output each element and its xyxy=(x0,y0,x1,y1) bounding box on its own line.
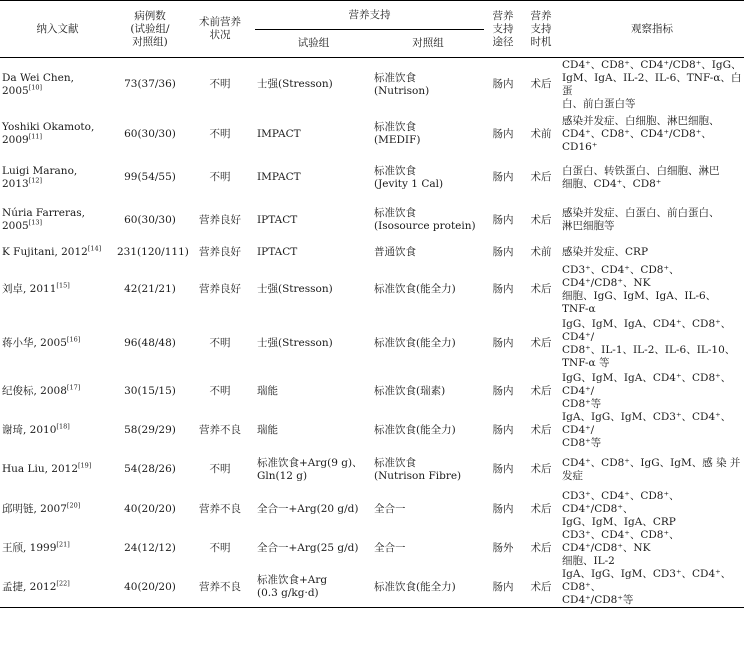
reference-mark: [16] xyxy=(66,335,81,344)
reference-mark: [18] xyxy=(56,422,70,430)
timing-cell: 术后 xyxy=(530,337,552,349)
route-cell: 肠内 xyxy=(492,127,514,140)
table-row xyxy=(0,411,744,450)
table-row xyxy=(0,372,744,411)
control-cell: 标准饮食 (Isosource protein) xyxy=(374,207,476,232)
table-row xyxy=(0,112,744,157)
route-cell: 肠内 xyxy=(492,213,514,226)
status-cell: 不明 xyxy=(209,78,231,91)
timing-cell: 术后 xyxy=(530,213,552,226)
header-timing: 营养 支持 时机 xyxy=(530,9,552,48)
header-status: 术前营养 状况 xyxy=(199,16,241,41)
reference-mark: [19] xyxy=(78,461,92,470)
route-cell: 肠内 xyxy=(492,423,514,436)
indicators-cell: IgA、IgG、IgM、CD3⁺、CD4⁺、CD8⁺、 CD4⁺/CD8⁺等 xyxy=(562,567,732,606)
status-cell: 营养不良 xyxy=(199,423,241,436)
trial-cell: 士强(Stresson) xyxy=(257,337,333,349)
reference-mark: [11] xyxy=(28,132,43,141)
table-row xyxy=(0,58,744,112)
header-cases: 病例数 (试验组/ 对照组) xyxy=(130,9,170,48)
timing-cell: 术前 xyxy=(530,246,552,258)
route-cell: 肠内 xyxy=(492,171,514,183)
status-cell: 不明 xyxy=(209,127,231,140)
timing-cell: 术后 xyxy=(530,580,552,593)
reference-mark: [12] xyxy=(28,176,43,184)
status-cell: 营养良好 xyxy=(199,213,241,226)
reference-mark: [20] xyxy=(66,501,81,509)
author-cell: 王颀, 1999[21] xyxy=(2,540,70,554)
cases-cell: 73(37/36) xyxy=(124,78,176,91)
reference-mark: [10] xyxy=(28,83,43,92)
trial-cell: 全合一+Arg(25 g/d) xyxy=(257,541,359,554)
reference-mark: [17] xyxy=(66,383,81,391)
status-cell: 不明 xyxy=(209,541,231,554)
trial-cell: 标准饮食+Arg (0.3 g/kg·d) xyxy=(257,574,328,599)
table-row xyxy=(0,157,744,199)
trial-cell: 瑞能 xyxy=(257,384,278,397)
status-cell: 不明 xyxy=(209,384,231,397)
cases-cell: 24(12/12) xyxy=(124,541,176,554)
cases-cell: 42(21/21) xyxy=(124,283,176,295)
route-cell: 肠内 xyxy=(492,283,514,295)
control-cell: 标准饮食(能全力) xyxy=(374,337,456,349)
timing-cell: 术后 xyxy=(530,78,552,91)
author-cell: 蒋小华, 2005[16] xyxy=(2,335,81,349)
indicators-cell: 白蛋白、转铁蛋白、白细胞、淋巴 细胞、CD4⁺、CD8⁺ xyxy=(562,164,720,190)
trial-cell: 标准饮食+Arg(9 g)、 Gln(12 g) xyxy=(257,456,363,482)
indicators-cell: CD3⁺、CD4⁺、CD8⁺、CD4⁺/CD8⁺、NK 细胞、IgG、IgM、IgA、IL-6、TNF-α xyxy=(562,263,717,315)
reference-mark: [21] xyxy=(56,540,70,548)
author-cell: Yoshiki Okamoto, 2009[11] xyxy=(2,121,95,146)
table-row xyxy=(0,529,744,568)
cases-cell: 60(30/30) xyxy=(124,127,176,140)
control-cell: 标准饮食(能全力) xyxy=(374,580,456,593)
status-cell: 营养良好 xyxy=(199,283,241,295)
trial-cell: 全合一+Arg(20 g/d) xyxy=(257,502,359,515)
status-cell: 营养良好 xyxy=(199,246,241,258)
header-trial: 试验组 xyxy=(297,37,330,49)
cases-cell: 54(28/26) xyxy=(124,463,176,475)
author-cell: 孟捷, 2012[22] xyxy=(2,579,70,593)
trial-cell: 瑞能 xyxy=(257,423,278,436)
author-cell: Da Wei Chen, 2005[10] xyxy=(2,71,74,97)
status-cell: 不明 xyxy=(209,337,231,349)
route-cell: 肠内 xyxy=(492,246,514,258)
cases-cell: 231(120/111) xyxy=(117,246,189,258)
reference-mark: [15] xyxy=(56,281,70,290)
author-cell: 谢琦, 2010[18] xyxy=(2,422,70,436)
indicators-cell: IgG、IgM、IgA、CD4⁺、CD8⁺、CD4⁺/ CD8⁺等 xyxy=(562,371,732,410)
reference-mark: [13] xyxy=(28,218,43,227)
route-cell: 肠内 xyxy=(492,78,514,91)
timing-cell: 术后 xyxy=(530,384,552,397)
control-cell: 标准饮食 (Jevity 1 Cal) xyxy=(374,164,444,190)
indicators-cell: CD3⁺、CD4⁺、CD8⁺、CD4⁺/CD8⁺、 IgG、IgM、IgA、CRP xyxy=(562,489,680,528)
route-cell: 肠内 xyxy=(492,384,514,397)
cases-cell: 58(29/29) xyxy=(124,423,176,436)
control-cell: 标准饮食(瑞素) xyxy=(374,384,446,397)
table-row xyxy=(0,450,744,490)
cases-cell: 99(54/55) xyxy=(124,171,176,183)
indicators-cell: CD4⁺、CD8⁺、CD4⁺/CD8⁺、IgG、 IgM、IgA、IL-2、IL-6、TNF-α、白蛋 白、前白蛋白等 xyxy=(562,58,742,110)
timing-cell: 术后 xyxy=(530,423,552,436)
table-row xyxy=(0,568,744,608)
route-cell: 肠内 xyxy=(492,502,514,515)
route-cell: 肠外 xyxy=(492,541,514,554)
table-body xyxy=(0,58,744,608)
timing-cell: 术后 xyxy=(530,502,552,515)
table-row xyxy=(0,264,744,316)
trial-cell: IPTACT xyxy=(257,213,298,226)
author-cell: 刘卓, 2011[15] xyxy=(2,281,70,295)
cases-cell: 30(15/15) xyxy=(124,384,176,397)
control-cell: 标准饮食 (Nutrison) xyxy=(374,71,430,97)
trial-cell: IPTACT xyxy=(257,246,298,258)
author-cell: Luigi Marano, 2013[12] xyxy=(2,164,78,190)
control-cell: 普通饮食 xyxy=(374,246,416,258)
table-row xyxy=(0,490,744,529)
cases-cell: 40(20/20) xyxy=(124,580,176,593)
author-cell: 纪俊标, 2008[17] xyxy=(2,383,81,397)
author-cell: Hua Liu, 2012[19] xyxy=(2,461,92,475)
author-cell: 邱明链, 2007[20] xyxy=(2,501,81,515)
header-route: 营养 支持 途径 xyxy=(492,9,514,48)
table-header xyxy=(0,1,744,58)
status-cell: 不明 xyxy=(209,171,231,183)
indicators-cell: 感染并发症、CRP xyxy=(562,246,649,258)
status-cell: 不明 xyxy=(209,463,231,475)
control-cell: 标准饮食 (MEDIF) xyxy=(374,121,421,146)
status-cell: 营养不良 xyxy=(199,580,241,593)
header-indicators: 观察指标 xyxy=(631,22,673,35)
author-cell: K Fujitani, 2012[14] xyxy=(2,244,102,258)
indicators-cell: IgA、IgG、IgM、CD3⁺、CD4⁺、CD4⁺/ CD8⁺等 xyxy=(562,410,732,449)
route-cell: 肠内 xyxy=(492,337,514,349)
reference-mark: [22] xyxy=(56,579,70,587)
header-author: 纳入文献 xyxy=(36,22,79,35)
status-cell: 营养不良 xyxy=(199,502,241,515)
control-cell: 全合一 xyxy=(374,541,406,554)
indicators-cell: CD3⁺、CD4⁺、CD8⁺、CD4⁺/CD8⁺、NK 细胞、IL-2 xyxy=(562,528,680,567)
header-support: 营养支持 xyxy=(255,1,484,30)
trial-cell: IMPACT xyxy=(257,171,301,183)
author-cell: Núria Farreras, 2005[13] xyxy=(2,207,86,232)
timing-cell: 术前 xyxy=(530,127,552,140)
route-cell: 肠内 xyxy=(492,580,514,593)
timing-cell: 术后 xyxy=(530,171,552,183)
table-row xyxy=(0,242,744,264)
control-cell: 标准饮食(能全力) xyxy=(374,423,456,436)
trial-cell: IMPACT xyxy=(257,127,301,140)
timing-cell: 术后 xyxy=(530,541,552,554)
indicators-cell: 感染并发症、白蛋白、前白蛋白、 淋巴细胞等 xyxy=(562,207,720,232)
control-cell: 标准饮食 (Nutrison Fibre) xyxy=(374,456,462,482)
indicators-cell: 感染并发症、白细胞、淋巴细胞、 CD4⁺、CD8⁺、CD4⁺/CD8⁺、CD16⁺ xyxy=(562,114,720,153)
cases-cell: 60(30/30) xyxy=(124,213,176,226)
indicators-cell: IgG、IgM、IgA、CD4⁺、CD8⁺、CD4⁺/ CD8⁺、IL-1、IL-2、IL-6、IL-10、 TNF-α 等 xyxy=(562,317,736,369)
timing-cell: 术后 xyxy=(530,283,552,295)
header-control: 对照组 xyxy=(412,37,444,49)
timing-cell: 术后 xyxy=(530,463,552,475)
control-cell: 全合一 xyxy=(374,502,406,515)
reference-mark: [14] xyxy=(87,244,102,253)
control-cell: 标准饮食(能全力) xyxy=(374,283,456,295)
route-cell: 肠内 xyxy=(492,463,514,475)
cases-cell: 40(20/20) xyxy=(124,502,176,515)
cases-cell: 96(48/48) xyxy=(124,337,176,349)
indicators-cell: CD4⁺、CD8⁺、IgG、IgM、感 染 并 发症 xyxy=(562,456,741,482)
trial-cell: 士强(Stresson) xyxy=(257,283,333,295)
table-row xyxy=(0,316,744,372)
table-row xyxy=(0,199,744,242)
trial-cell: 士强(Stresson) xyxy=(257,78,333,91)
